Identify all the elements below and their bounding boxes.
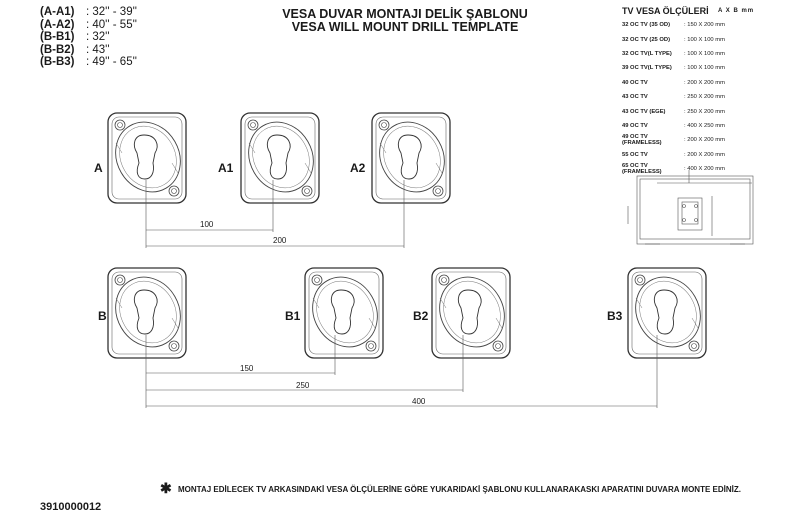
legend-code: (B-B1) — [40, 31, 75, 43]
tv-vesa-size: : 100 X 100 mm — [684, 36, 725, 43]
tv-model: 32 OC TV (35 OD) — [622, 22, 670, 29]
tv-model: 32 OC TV (25 OD) — [622, 36, 670, 43]
plate-b2 — [427, 265, 517, 358]
dimension-b-b1: 150 — [240, 364, 254, 373]
legend-size: : 40'' - 55'' — [86, 18, 137, 31]
asterisk-icon: ✱ — [160, 480, 172, 496]
plate-a — [103, 110, 193, 203]
tv-vesa-size: : 250 X 200 mm — [684, 108, 725, 115]
legend-size: : 43'' — [86, 43, 110, 56]
legend-code: (A-A2) — [40, 18, 75, 31]
tv-vesa-size: : 100 X 100 mm — [684, 50, 725, 57]
plate-label-a: A — [94, 161, 103, 175]
tv-table-title: TV VESA ÖLÇÜLERİ — [622, 6, 709, 16]
dimension-lines-bottom — [146, 335, 657, 408]
dimension-b-b3: 400 — [412, 397, 426, 406]
plate-label-b2: B2 — [413, 309, 429, 323]
legend-size: : 32'' - 39'' — [86, 6, 137, 18]
plate-b — [103, 265, 193, 358]
plate-label-b: B — [98, 309, 107, 323]
legend-code: (B-B2) — [40, 43, 75, 56]
plate-a1 — [236, 110, 326, 203]
plate-b3 — [623, 265, 713, 358]
legend-code: (A-A1) — [40, 6, 75, 18]
legend-code: (B-B3) — [40, 56, 75, 68]
dimension-a-a2: 200 — [273, 236, 287, 245]
plate-a2 — [367, 110, 457, 203]
tv-vesa-size: : 200 X 200 mm — [684, 151, 725, 158]
tv-model: 32 OC TV(L TYPE) — [622, 50, 672, 57]
tv-vesa-size: : 150 X 200 mm — [684, 22, 725, 29]
tv-vesa-size: : 250 X 200 mm — [684, 94, 725, 101]
tv-vesa-size: : 400 X 250 mm — [684, 122, 725, 129]
tv-model: 43 OC TV — [622, 94, 648, 101]
tv-vesa-size: : 100 X 100 mm — [684, 65, 725, 72]
title-line-en: VESA WILL MOUNT DRILL TEMPLATE — [291, 20, 519, 34]
mounting-note: MONTAJ EDİLECEK TV ARKASINDAKİ VESA ÖLÇÜLERİNE GÖRE YUKARIDAKİ ŞABLONU KULLANARAKASKI APARATINI DUVARA MONTE EDİNİZ. — [178, 485, 741, 494]
tv-model: 55 OC TV — [622, 151, 648, 158]
tv-back-sketch — [628, 170, 753, 244]
tv-model: 49 OC TV — [622, 122, 648, 129]
plate-b1 — [300, 265, 390, 358]
tv-model: 49 OC TV (FRAMELESS) — [622, 134, 662, 147]
tv-model: 40 OC TV — [622, 79, 648, 86]
plate-label-a2: A2 — [350, 161, 366, 175]
tv-model: 43 OC TV (EGE) — [622, 108, 666, 115]
tv-model: 39 OC TV(L TYPE) — [622, 65, 672, 72]
plate-label-b1: B1 — [285, 309, 301, 323]
legend-size: : 49'' - 65'' — [86, 56, 137, 68]
tv-vesa-size: : 200 X 200 mm — [684, 137, 725, 144]
plate-label-b3: B3 — [607, 309, 623, 323]
dimension-a-a1: 100 — [200, 220, 214, 229]
tv-model: 65 OC TV (FRAMELESS) — [622, 163, 662, 176]
tv-vesa-size: : 400 X 200 mm — [684, 166, 725, 173]
plate-label-a1: A1 — [218, 161, 234, 175]
product-code: 3910000012 — [40, 501, 102, 513]
dimension-b-b2: 250 — [296, 381, 310, 390]
legend-size: : 32'' — [86, 31, 110, 43]
title-line-tr: VESA DUVAR MONTAJI DELİK ŞABLONU — [282, 7, 528, 21]
tv-table-header: A X B mm — [718, 8, 755, 14]
tv-vesa-size: : 200 X 200 mm — [684, 79, 725, 86]
